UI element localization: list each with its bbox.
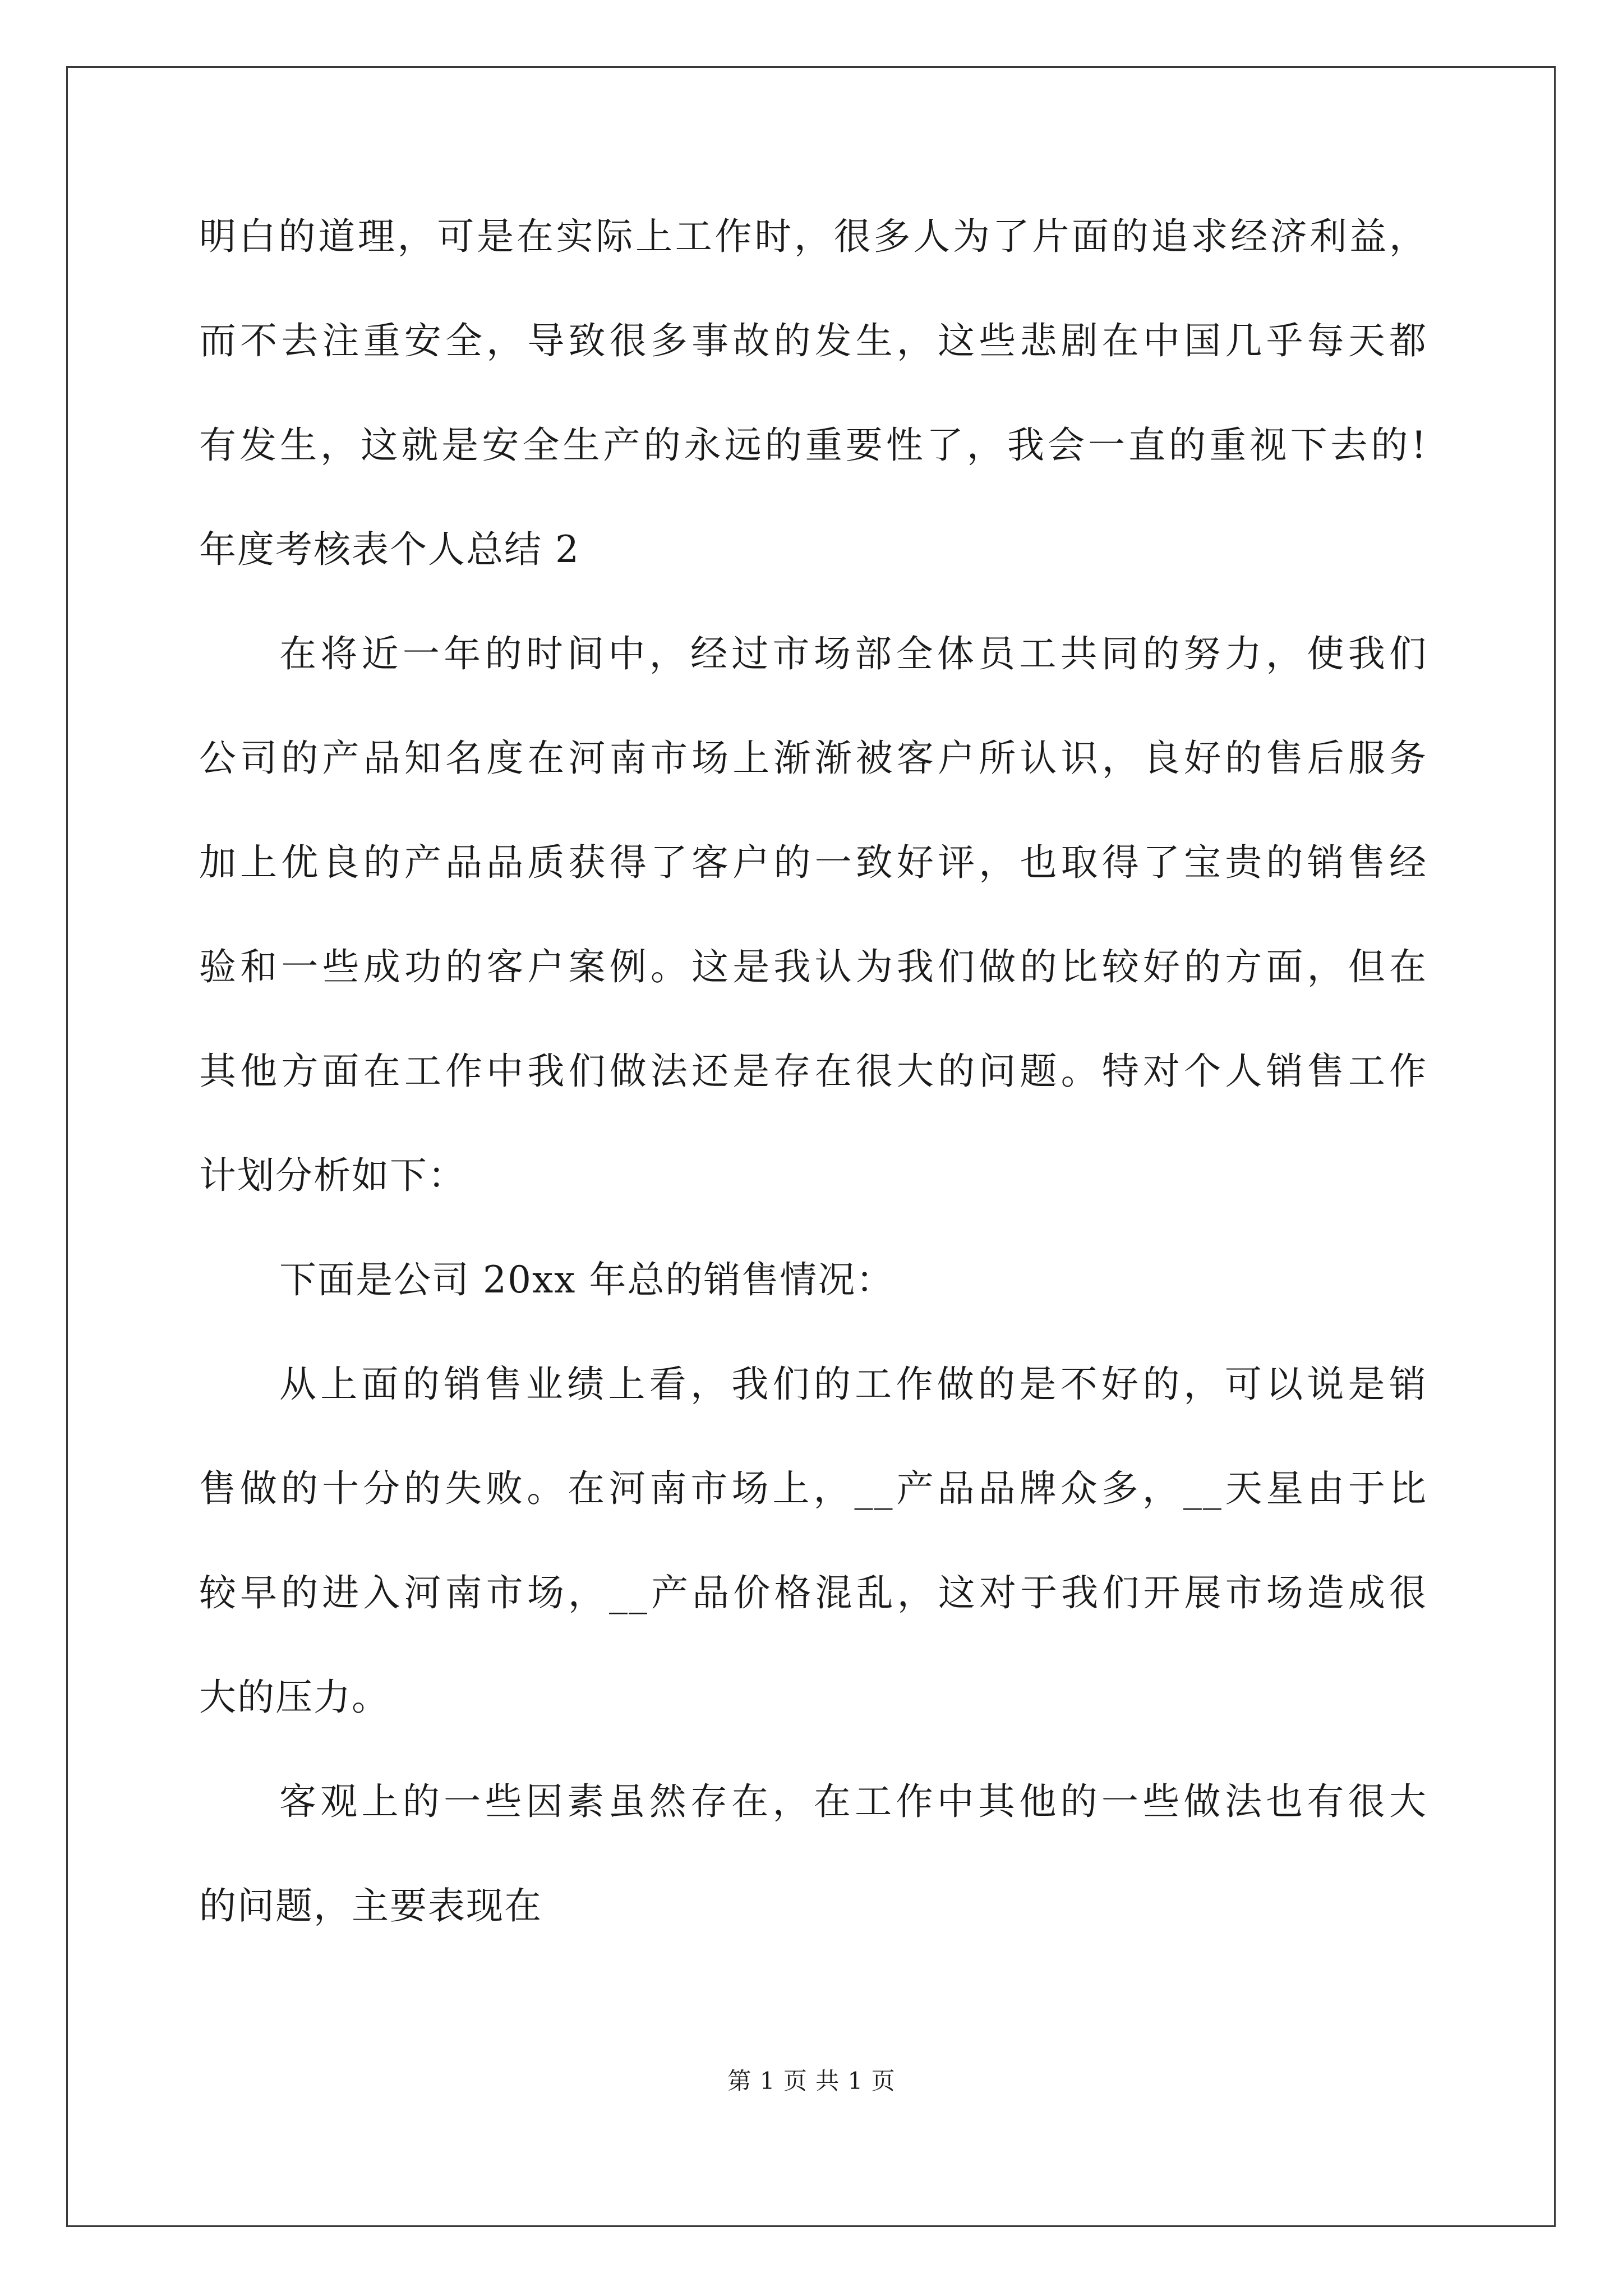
paragraph-line: 有发生，这就是安全生产的永远的重要性了，我会一直的重视下去的! <box>199 424 1427 467</box>
paragraph-line: 的问题，主要表现在 <box>199 1884 542 1927</box>
paragraph-line: 售做的十分的失败。在河南市场上，__产品品牌众多，__天星由于比 <box>199 1467 1427 1510</box>
paragraph-line: 在将近一年的时间中，经过市场部全体员工共同的努力，使我们 <box>279 632 1427 675</box>
paragraph-line: 从上面的销售业绩上看，我们的工作做的是不好的，可以说是销 <box>279 1363 1427 1406</box>
paragraph-line: 下面是公司 20xx 年总的销售情况： <box>279 1258 895 1301</box>
paragraph-line: 其他方面在工作中我们做法还是存在很大的问题。特对个人销售工作 <box>199 1050 1427 1093</box>
paragraph-line: 较早的进入河南市场，__产品价格混乱，这对于我们开展市场造成很 <box>199 1571 1427 1614</box>
section-heading: 年度考核表个人总结 2 <box>199 528 580 571</box>
paragraph-line: 而不去注重安全，导致很多事故的发生，这些悲剧在中国几乎每天都 <box>199 319 1427 362</box>
paragraph-line: 加上优良的产品品质获得了客户的一致好评，也取得了宝贵的销售经 <box>199 841 1427 884</box>
paragraph-line: 公司的产品知名度在河南市场上渐渐被客户所认识，良好的售后服务 <box>199 737 1427 780</box>
paragraph-line: 大的压力。 <box>199 1676 390 1719</box>
paragraph-line: 验和一些成功的客户案例。这是我认为我们做的比较好的方面，但在 <box>199 945 1427 988</box>
page-footer: 第 1 页 共 1 页 <box>727 2067 896 2095</box>
paragraph-line: 客观上的一些因素虽然存在，在工作中其他的一些做法也有很大 <box>279 1780 1427 1823</box>
paragraph-line: 计划分析如下： <box>199 1154 466 1197</box>
paragraph-line: 明白的道理，可是在实际上工作时，很多人为了片面的追求经济利益， <box>199 215 1427 258</box>
